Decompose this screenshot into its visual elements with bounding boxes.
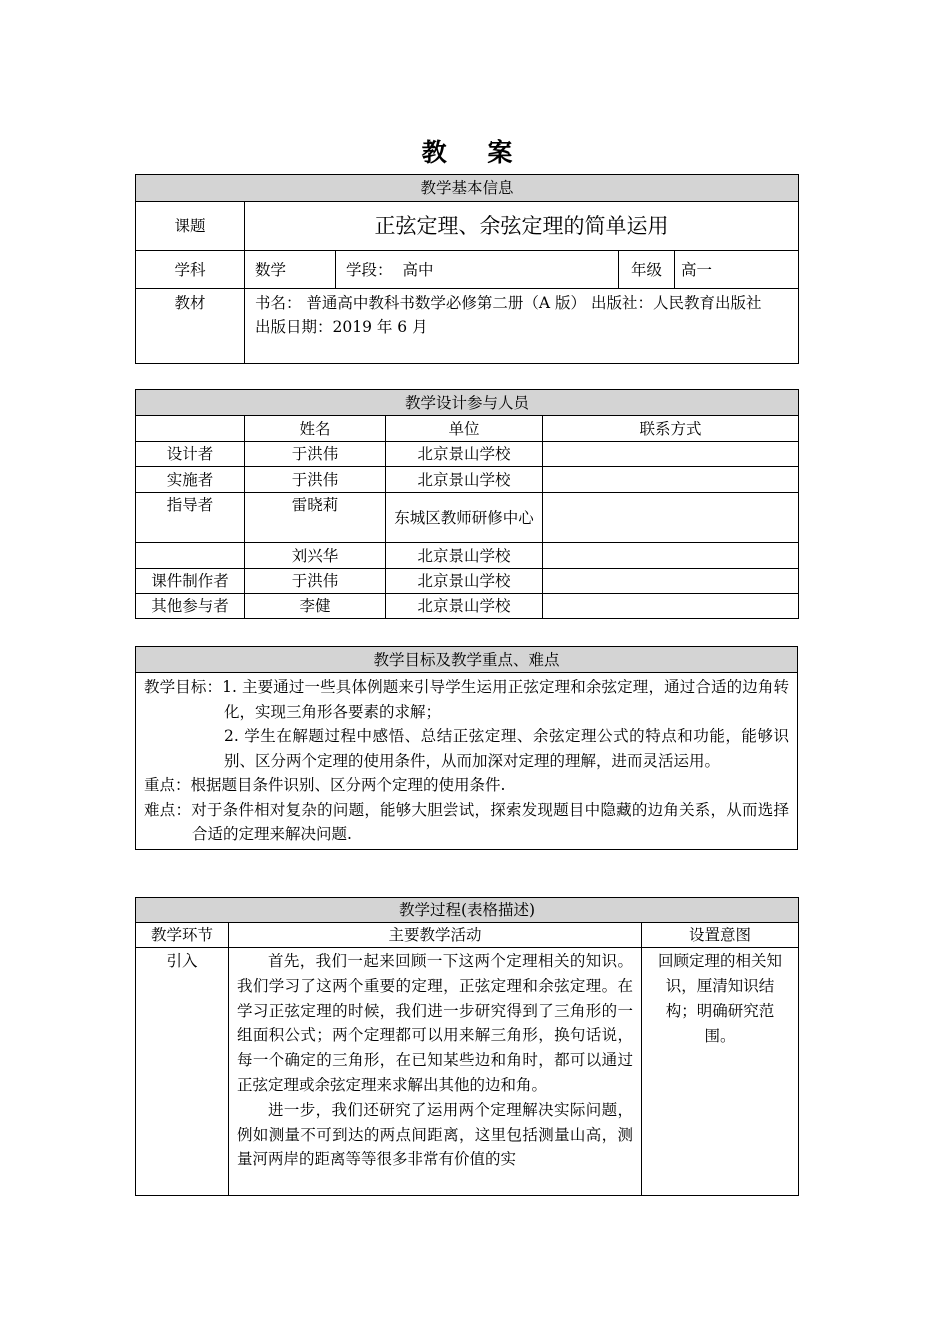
unit-cell: 东城区教师研修中心 — [386, 493, 543, 543]
textbook-line2: 出版日期：2019 年 6 月 — [255, 318, 428, 336]
textbook-value — [245, 289, 799, 364]
activity-paragraph-2: 进一步，我们还研究了运用两个定理解决实际问题，例如测量不可到达的两点间距离，这里包括测量山高，测量河两岸的距离等等很多非常有价值的实 — [237, 1100, 633, 1169]
goal-1 — [144, 675, 789, 724]
textbook-label: 教材 — [136, 289, 245, 364]
unit-cell: 北京景山学校 — [386, 543, 543, 569]
role-cell: 指导者 — [136, 493, 245, 543]
grade-label: 年级 — [619, 251, 675, 289]
table-row — [136, 467, 799, 493]
goal-1-text: 1. 主要通过一些具体例题来引导学生运用正弦定理和余弦定理，通过合适的边角转化，实现三角形各要素的求解； — [222, 678, 789, 721]
col-role — [136, 416, 245, 442]
col-unit: 单位 — [386, 416, 543, 442]
role-cell — [136, 543, 245, 569]
subject-label: 学科 — [136, 251, 245, 289]
key-point: 重点：根据题目条件识别、区分两个定理的使用条件. — [144, 776, 506, 794]
col-intent: 设置意图 — [642, 923, 799, 948]
goal-2: 2. 学生在解题过程中感悟、总结正弦定理、余弦定理公式的特点和功能，能够识别、区分两个定理的使用条件，从而加深对定理的理解，进而灵活运用。 — [224, 727, 789, 770]
participants-table — [135, 389, 799, 619]
process-table — [135, 897, 799, 1196]
basic-info-header: 教学基本信息 — [136, 175, 799, 202]
name-cell: 雷晓莉 — [245, 493, 386, 543]
col-name: 姓名 — [245, 416, 386, 442]
name-cell: 刘兴华 — [245, 543, 386, 569]
stage-value: 高中 — [402, 260, 434, 279]
textbook-line1: 书名： 普通高中教科书数学必修第二册（A 版） 出版社：人民教育出版社 — [255, 294, 762, 312]
name-cell: 于洪伟 — [245, 467, 386, 493]
name-cell: 于洪伟 — [245, 569, 386, 594]
basic-info-table — [135, 174, 799, 364]
contact-cell — [543, 493, 799, 543]
table-row — [136, 543, 799, 569]
grade-value: 高一 — [675, 251, 799, 289]
difficulty: 难点：对于条件相对复杂的问题，能够大胆尝试，探索发现题目中隐藏的边角关系，从而选择合适的定理来解决问题. — [144, 800, 789, 843]
table-row — [136, 442, 799, 467]
objectives-header: 教学目标及教学重点、难点 — [136, 647, 798, 673]
contact-cell — [543, 543, 799, 569]
col-contact: 联系方式 — [543, 416, 799, 442]
participants-header: 教学设计参与人员 — [136, 390, 799, 416]
role-cell: 课件制作者 — [136, 569, 245, 594]
table-row — [136, 493, 799, 543]
name-cell: 于洪伟 — [245, 442, 386, 467]
role-cell: 其他参与者 — [136, 594, 245, 619]
table-row — [136, 594, 799, 619]
contact-cell — [543, 442, 799, 467]
document-title: 教 案 — [421, 138, 529, 167]
role-cell: 设计者 — [136, 442, 245, 467]
activity-cell — [229, 948, 642, 1196]
process-header: 教学过程(表格描述) — [136, 898, 799, 923]
contact-cell — [543, 569, 799, 594]
unit-cell: 北京景山学校 — [386, 594, 543, 619]
table-row — [136, 569, 799, 594]
role-cell: 实施者 — [136, 467, 245, 493]
unit-cell: 北京景山学校 — [386, 442, 543, 467]
col-activity: 主要教学活动 — [229, 923, 642, 948]
col-stage: 教学环节 — [136, 923, 229, 948]
subject-value: 数学 — [245, 251, 336, 289]
objectives-body — [136, 673, 798, 850]
name-cell: 李健 — [245, 594, 386, 619]
stage-cell — [336, 251, 619, 289]
stage-cell: 引入 — [136, 948, 229, 1196]
topic-label: 课题 — [136, 202, 245, 251]
activity-paragraph-1: 首先，我们一起来回顾一下这两个定理相关的知识。我们学习了这两个重要的定理，正弦定理和余弦定理。在学习正弦定理的时候，我们进一步研究得到了三角形的一组面积公式；两个定理都可以用来解三角形，换句话说，每一个确定的三角形，在已知某些边和角时，都可以通过正弦定理或余弦定理来求解出其他的边和角。 — [237, 952, 633, 1094]
contact-cell — [543, 594, 799, 619]
unit-cell: 北京景山学校 — [386, 569, 543, 594]
contact-cell — [543, 467, 799, 493]
intent-cell: 回顾定理的相关知识，厘清知识结构；明确研究范围。 — [642, 948, 799, 1196]
objectives-table — [135, 646, 798, 850]
topic-value: 正弦定理、余弦定理的简单运用 — [245, 202, 799, 251]
goal-label: 教学目标： — [144, 678, 223, 696]
stage-label: 学段： — [346, 260, 393, 279]
unit-cell: 北京景山学校 — [386, 467, 543, 493]
